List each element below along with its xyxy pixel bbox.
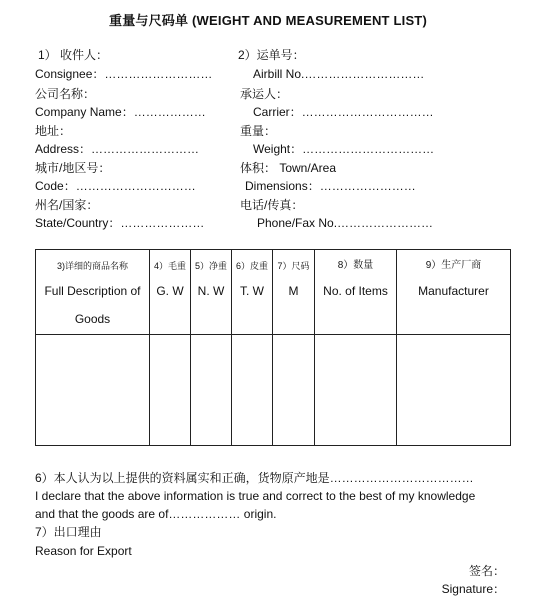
cell-manufacturer[interactable] <box>397 335 511 446</box>
col-net-weight <box>191 250 232 335</box>
col-description-zh: 3)详细的商品名称 <box>56 261 128 271</box>
table-row <box>36 335 511 446</box>
declaration-en-line1: I declare that the above information is true and correct to the best of my knowledge <box>35 489 476 503</box>
cell-description[interactable] <box>36 335 150 446</box>
table-header-row <box>36 250 511 335</box>
volume-label-zh: 体积： Town/Area <box>240 161 337 175</box>
airbill-label-zh: 2）运单号： <box>238 48 305 62</box>
company-name-field[interactable]: Company Name：……………… <box>35 105 206 119</box>
col-measurement-zh: 7）尺码 <box>277 261 310 271</box>
address-label-zh: 地址： <box>35 124 72 138</box>
airbill-field[interactable]: Airbill No.………………………… <box>253 67 425 81</box>
weight-field[interactable]: Weight：…………………………… <box>253 142 435 156</box>
cell-measurement[interactable] <box>273 335 315 446</box>
company-name-label-zh: 公司名称： <box>35 87 96 101</box>
code-field[interactable]: Code：………………………… <box>35 179 196 193</box>
col-measurement <box>273 250 315 335</box>
cell-tare-weight[interactable] <box>232 335 273 446</box>
state-country-label-zh: 州名/国家： <box>35 198 99 212</box>
reason-label-en[interactable]: Reason for Export <box>35 544 132 558</box>
col-description <box>36 250 150 335</box>
carrier-field[interactable]: Carrier：…………………………… <box>253 105 434 119</box>
col-quantity-en: No. of Items <box>323 284 388 298</box>
form-title: 重量与尺码单 (WEIGHT AND MEASUREMENT LIST) <box>109 13 427 28</box>
goods-table <box>35 249 511 446</box>
phone-fax-label-zh: 电话/传真： <box>240 198 304 212</box>
col-tare-weight <box>232 250 273 335</box>
col-manufacturer <box>397 250 511 335</box>
cell-net-weight[interactable] <box>191 335 232 446</box>
weight-label-zh: 重量： <box>240 124 277 138</box>
consignee-label-zh: 1） 收件人： <box>38 48 109 62</box>
col-quantity-zh: 8）数量 <box>337 260 374 271</box>
city-code-label-zh: 城市/地区号： <box>35 161 111 175</box>
col-tare-weight-zh: 6）皮重 <box>235 261 268 271</box>
phone-fax-field[interactable]: Phone/Fax No.…………………… <box>257 216 434 230</box>
signature-label-en[interactable]: Signature： <box>441 582 505 596</box>
cell-gross-weight[interactable] <box>150 335 191 446</box>
col-quantity <box>315 250 397 335</box>
col-tare-weight-en: T. W <box>240 284 264 298</box>
state-country-field[interactable]: State/Country：………………… <box>35 216 205 230</box>
col-net-weight-en: N. W <box>197 284 225 298</box>
col-manufacturer-en: Manufacturer <box>418 284 489 298</box>
col-gross-weight <box>150 250 191 335</box>
col-gross-weight-zh: 4）毛重 <box>153 261 186 271</box>
dimensions-field[interactable]: Dimensions：…………………… <box>245 179 416 193</box>
signature-label-zh: 签名： <box>468 564 505 578</box>
cell-quantity[interactable] <box>315 335 397 446</box>
col-gross-weight-en: G. W <box>156 284 184 298</box>
consignee-field[interactable]: Consignee：……………………… <box>35 67 213 81</box>
col-measurement-en: M <box>288 284 299 298</box>
declaration-zh: 6）本人认为以上提供的资料属实和正确，货物原产地是……………………………… <box>35 471 474 485</box>
col-manufacturer-zh: 9）生产厂商 <box>425 260 482 271</box>
declaration-en-line2[interactable]: and that the goods are of……………… origin. <box>35 507 277 521</box>
col-net-weight-zh: 5）净重 <box>194 261 227 271</box>
carrier-label-zh: 承运人： <box>240 87 289 101</box>
address-field[interactable]: Address：……………………… <box>35 142 200 156</box>
col-description-en: Full Description of Goods <box>44 284 141 326</box>
reason-label-zh: 7）出口理由 <box>35 525 102 539</box>
